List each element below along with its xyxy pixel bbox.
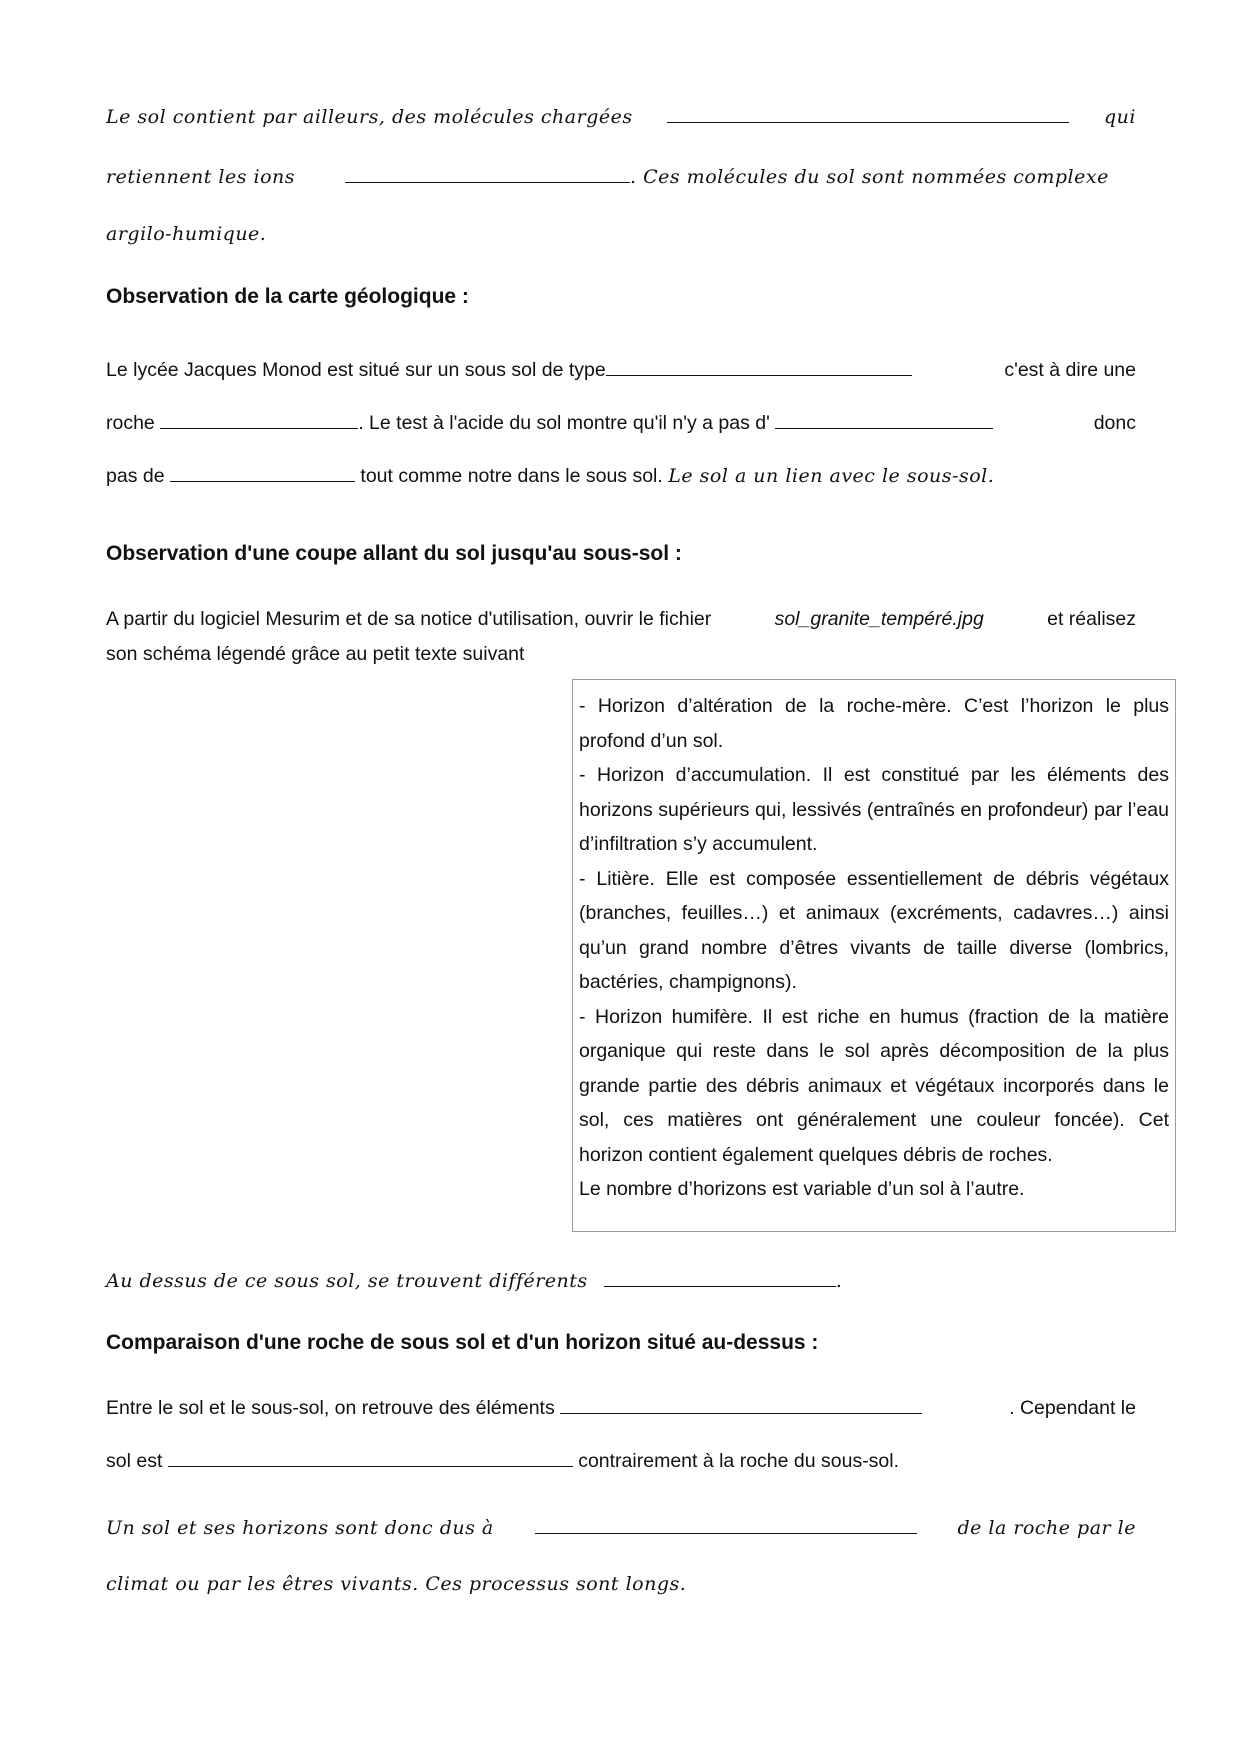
section2-text: A partir du logiciel Mesurim et de sa notice d'utilisation, ouvrir le fichier	[106, 608, 712, 630]
conclusion-text: climat ou par les êtres vivants. Ces processus sont longs.	[106, 1573, 687, 1595]
blank-ions	[345, 160, 630, 183]
blank-sol-est	[168, 1444, 573, 1467]
section1-line-1	[106, 353, 1136, 384]
section1-handwritten: Le sol a un lien avec le sous-sol.	[668, 465, 995, 487]
section3-text: contrairement à la roche du sous-sol.	[578, 1450, 900, 1472]
conclusion-text: de la roche par le	[957, 1517, 1136, 1539]
intro-line-3	[106, 220, 1136, 248]
intro-text: Le sol contient par ailleurs, des molécules chargées	[106, 106, 633, 128]
section1-text: roche	[106, 412, 155, 434]
section3-text: . Cependant le	[1009, 1397, 1136, 1419]
section2-text: et réalisez	[1047, 608, 1136, 630]
section1-line-3	[106, 459, 1136, 490]
legend-paragraph-litiere: - Litière. Elle est composée essentiellement de débris végétaux (branches, feuilles…) et animaux (excréments, cadavres…) ainsi qu’un grand nombre d’êtres vivants de taille diverse (lombrics, bactéries, champignons).	[579, 867, 1169, 993]
legend-paragraph-alteration: - Horizon d’altération de la roche-mère. C’est l’horizon le plus profond d’un sol.	[579, 695, 1169, 752]
blank-charged-molecules	[667, 100, 1069, 123]
blank-rock	[160, 406, 358, 429]
section1-text: c'est à dire une	[1004, 359, 1136, 381]
section1-text: tout comme notre dans le sous sol.	[360, 465, 663, 487]
section2-text: son schéma légendé grâce au petit texte suivant	[106, 643, 525, 665]
intro-text: retiennent les ions	[106, 166, 296, 188]
section-title-geologic-map: Observation de la carte géologique :	[106, 285, 469, 308]
section1-line-2	[106, 406, 1136, 437]
intro-text: . Ces molécules du sol sont nommées complexe	[630, 166, 1109, 188]
section3-text: Entre le sol et le sous-sol, on retrouve des éléments	[106, 1397, 555, 1419]
intro-line-2	[106, 160, 1136, 191]
section2-line-1	[106, 605, 1136, 633]
section1-text: pas de	[106, 465, 165, 487]
filename: sol_granite_tempéré.jpg	[774, 608, 984, 630]
section3-text: sol est	[106, 1450, 163, 1472]
blank-elements	[560, 1391, 922, 1414]
section2-line-2	[106, 640, 1136, 668]
blank-acid-test	[775, 406, 993, 429]
section1-text: Le lycée Jacques Monod est situé sur un sous sol de type	[106, 359, 606, 381]
blank-horizons	[604, 1264, 836, 1287]
blank-alteration	[535, 1511, 917, 1534]
section3-line-2	[106, 1444, 1136, 1475]
legend-paragraph-note: Le nombre d’horizons est variable d’un sol à l’autre.	[579, 1178, 1025, 1200]
section1-text: . Le test à l'acide du sol montre qu'il n'y a pas d'	[358, 412, 770, 434]
section-title-comparison: Comparaison d'une roche de sous sol et d'un horizon situé au-dessus :	[106, 1331, 819, 1354]
legend-paragraph-accumulation: - Horizon d’accumulation. Il est constitué par les éléments des horizons supérieurs qui, lessivés (entraînés en profondeur) par l’eau d’infiltration s’y accumulent.	[579, 764, 1169, 855]
section3-line-1	[106, 1391, 1136, 1422]
conclusion-line-2	[106, 1570, 1136, 1598]
horizon-legend-box	[572, 679, 1176, 1232]
intro-text: qui	[1104, 106, 1136, 128]
section2-after-line: Au dessus de ce sous sol, se trouvent différents .	[106, 1264, 1136, 1295]
section-title-soil-cut: Observation d'une coupe allant du sol jusqu'au sous-sol :	[106, 542, 682, 565]
section2-handwritten: Au dessus de ce sous sol, se trouvent différents	[106, 1270, 588, 1292]
section1-text: donc	[1093, 412, 1136, 434]
blank-pas-de	[170, 459, 355, 482]
legend-paragraph-humifere: - Horizon humifère. Il est riche en humus (fraction de la matière organique qui reste dans le sol après décomposition de la plus grande partie des débris animaux et végétaux incorporés dans le sol, ces matières ont généralement une couleur foncée). Cet horizon contient également quelques débris de roches.	[579, 1005, 1169, 1166]
intro-line-1	[106, 100, 1136, 131]
conclusion-line-1	[106, 1511, 1136, 1542]
intro-text: argilo-humique.	[106, 223, 267, 245]
blank-rock-type	[606, 353, 912, 376]
conclusion-text: Un sol et ses horizons sont donc dus à	[106, 1517, 494, 1539]
